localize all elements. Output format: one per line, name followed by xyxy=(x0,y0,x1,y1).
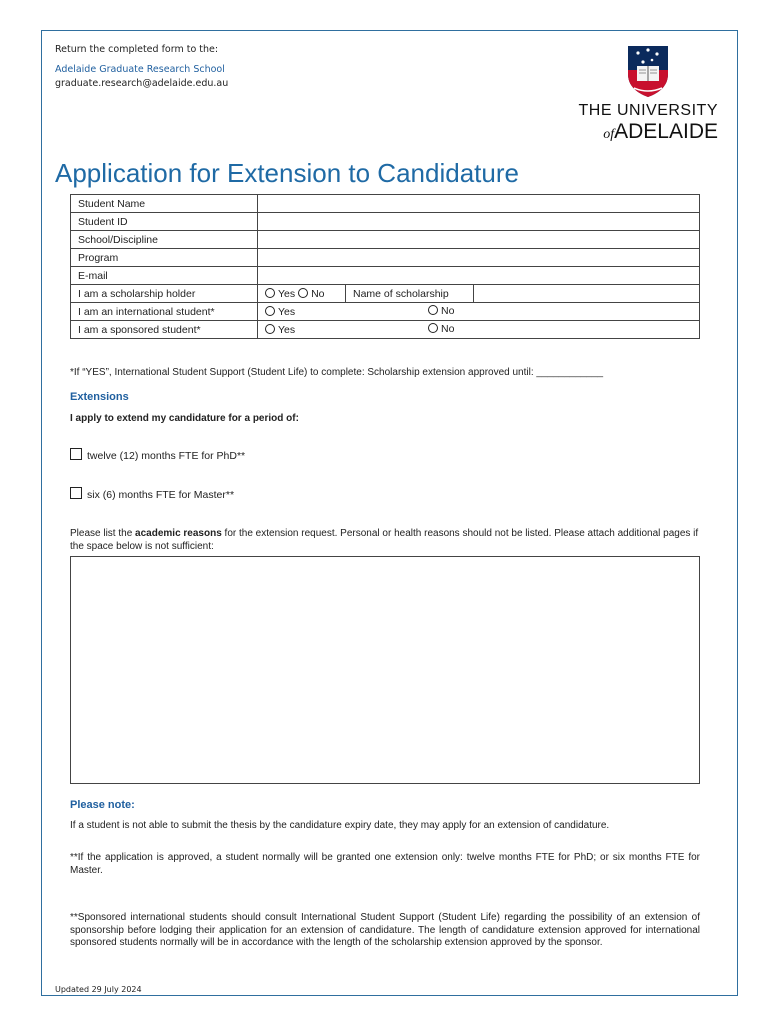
radio-button-icon[interactable] xyxy=(428,305,438,315)
scholarship-no-label: No xyxy=(311,287,325,300)
international-note: *If “YES”, International Student Support (Student Life) to complete: Scholarship extension approved until: ____________ xyxy=(70,367,604,378)
email-label: E-mail xyxy=(71,267,258,285)
reasons-text-before: Please list the xyxy=(70,528,136,539)
student-id-field[interactable] xyxy=(258,213,700,231)
master-extension-label: six (6) months FTE for Master** xyxy=(87,489,235,501)
international-no-label: No xyxy=(441,305,455,317)
email-field[interactable] xyxy=(258,267,700,285)
table-row xyxy=(71,267,700,285)
program-label: Program xyxy=(71,249,258,267)
table-row xyxy=(71,321,700,339)
radio-button-icon[interactable] xyxy=(298,288,308,298)
student-name-label: Student Name xyxy=(71,195,258,213)
sponsored-no-label: No xyxy=(441,323,455,335)
return-organisation: Adelaide Graduate Research School xyxy=(55,64,225,75)
table-row xyxy=(71,195,700,213)
school-field[interactable] xyxy=(258,231,700,249)
radio-button-icon[interactable] xyxy=(265,306,275,316)
reasons-textarea[interactable] xyxy=(70,556,700,784)
scholarship-holder-label: I am a scholarship holder xyxy=(71,285,258,303)
scholarship-radio-cell xyxy=(258,285,346,303)
international-yes-option[interactable] xyxy=(265,306,295,318)
master-extension-option[interactable] xyxy=(70,487,234,501)
student-info-table xyxy=(70,194,700,339)
university-name-of: of xyxy=(603,127,615,142)
university-name-adelaide: ADELAIDE xyxy=(614,120,718,143)
return-label: Return the completed form to the: xyxy=(55,44,219,55)
page-title: Application for Extension to Candidature xyxy=(55,158,519,188)
please-note-para1: If a student is not able to submit the thesis by the candidature expiry date, they may apply for an extension of candidature. xyxy=(70,820,610,831)
sponsored-yes-label: Yes xyxy=(278,323,296,336)
sponsored-no-option[interactable] xyxy=(428,323,454,335)
international-no-option[interactable] xyxy=(428,305,454,317)
program-field[interactable] xyxy=(258,249,700,267)
extensions-subheading: I apply to extend my candidature for a period of: xyxy=(70,413,299,424)
please-note-para3: **Sponsored international students should consult International Student Support (Student Life) regarding the possibility of an extension of sponsorship before lodging their application for an extension of candidature. The length of candidature extension approved for international sponsored students normally will be in accordance with the length of the scholarship extension approved by the sponsor. xyxy=(70,912,700,948)
updated-date: Updated 29 July 2024 xyxy=(55,985,142,994)
please-note-heading: Please note: xyxy=(70,799,135,811)
return-address-block xyxy=(55,43,228,91)
table-row xyxy=(71,303,700,321)
sponsored-radio-cell xyxy=(258,321,700,339)
radio-button-icon[interactable] xyxy=(265,288,275,298)
international-label: I am an international student* xyxy=(71,303,258,321)
sponsored-label: I am a sponsored student* xyxy=(71,321,258,339)
table-row xyxy=(71,285,700,303)
university-crest-icon xyxy=(626,44,670,98)
phd-extension-option[interactable] xyxy=(70,448,245,462)
please-note-para2: **If the application is approved, a student normally will be granted one extension only: twelve months FTE for PhD; or six months FTE for Master. xyxy=(70,852,700,876)
phd-extension-label: twelve (12) months FTE for PhD** xyxy=(87,450,246,462)
scholarship-name-field[interactable] xyxy=(474,285,700,303)
return-email[interactable]: graduate.research@adelaide.edu.au xyxy=(55,78,229,89)
university-name-line2 xyxy=(578,120,718,144)
checkbox-icon[interactable] xyxy=(70,487,82,499)
scholarship-no-option[interactable] xyxy=(298,288,324,300)
table-row xyxy=(71,213,700,231)
scholarship-yes-option[interactable] xyxy=(265,288,295,300)
school-label: School/Discipline xyxy=(71,231,258,249)
international-radio-cell xyxy=(258,303,700,321)
radio-button-icon[interactable] xyxy=(428,323,438,333)
international-yes-label: Yes xyxy=(278,305,296,318)
scholarship-yes-label: Yes xyxy=(278,287,296,300)
table-row xyxy=(71,249,700,267)
university-name-line1: THE UNIVERSITY xyxy=(578,102,718,119)
sponsored-yes-option[interactable] xyxy=(265,324,295,336)
extensions-heading: Extensions xyxy=(70,391,129,403)
student-id-label: Student ID xyxy=(71,213,258,231)
reasons-text-after: for the extension request. Personal or health reasons should not be listed. Please attach additional pages if the space below is not sufficient: xyxy=(70,528,699,552)
student-name-field[interactable] xyxy=(258,195,700,213)
reasons-instructions xyxy=(70,528,700,553)
checkbox-icon[interactable] xyxy=(70,448,82,460)
reasons-text-bold: academic reasons xyxy=(135,528,222,539)
radio-button-icon[interactable] xyxy=(265,324,275,334)
table-row xyxy=(71,231,700,249)
scholarship-name-label: Name of scholarship xyxy=(346,285,474,303)
